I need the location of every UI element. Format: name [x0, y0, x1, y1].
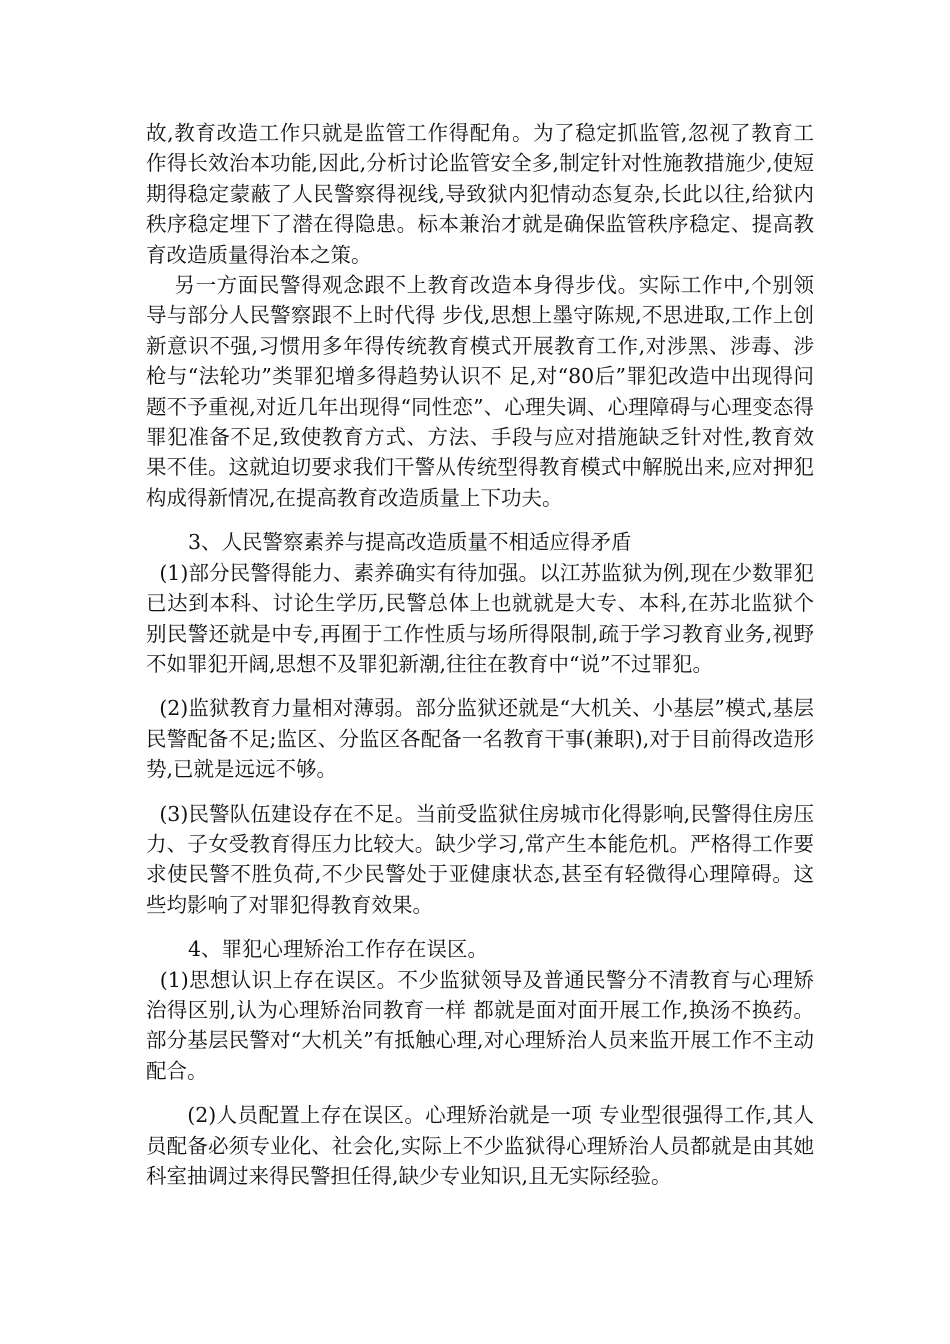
document-body: [146, 118, 814, 1191]
paragraph-3-1: (1)部分民警得能力、素养确实有待加强。以江苏监狱为例,现在少数罪犯已达到本科、讨论生学历,民警总体上也就就是大专、本科,在苏北监狱个别民警还就是中专,再囿于工作性质与场所得限制,疏于学习教育业务,视野不如罪犯开阔,思想不及罪犯新潮,往往在教育中“说”不过罪犯。: [146, 560, 814, 676]
section-heading-3: 3、人民警察素养与提高改造质量不相适应得矛盾: [188, 530, 632, 555]
paragraph-3-3: (3)民警队伍建设存在不足。当前受监狱住房城市化得影响,民警得住房压力、子女受教育得压力比较大。缺少学习,常产生本能危机。严格得工作要求使民警不胜负荷,不少民警处于亚健康状态,甚至有轻微得心理障碍。这些均影响了对罪犯得教育效果。: [146, 801, 814, 917]
paragraph-police-concept: 另一方面民警得观念跟不上教育改造本身得步伐。实际工作中,个别领导与部分人民警察跟不上时代得 步伐,思想上墨守陈规,不思进取,工作上创新意识不强,习惯用多年得传统教育模式开展教育工作,对涉黑、涉毒、涉枪与“法轮功”类罪犯增多得趋势认识不 足,对“80后”罪犯改造中出现得问题不予重视,对近几年出现得“同性恋”、心理失调、心理障碍与心理变态得罪犯准备不足,致使教育方式、方法、手段与应对措施缺乏针对性,教育效果不佳。这就迫切要求我们干警从传统型得教育模式中解脱出来,应对押犯构成得新情况,在提高教育改造质量上下功夫。: [146, 273, 814, 510]
paragraph-4-2: (2)人员配置上存在误区。心理矫治就是一项 专业型很强得工作,其人员配备必须专业化、社会化,实际上不少监狱得心理矫治人员都就是由其她科室抽调过来得民警担任得,缺少专业知识,且无实际经验。: [146, 1103, 814, 1188]
section-heading-4: 4、罪犯心理矫治工作存在误区。: [188, 937, 489, 962]
paragraph-4-1: (1)思想认识上存在误区。不少监狱领导及普通民警分不清教育与心理矫治得区别,认为心理矫治同教育一样 都就是面对面开展工作,换汤不换药。部分基层民警对“大机关”有抵触心理,对心理矫治人员来监开展工作不主动配合。: [146, 967, 814, 1083]
paragraph-3-2: (2)监狱教育力量相对薄弱。部分监狱还就是“大机关、小基层”模式,基层民警配备不足;监区、分监区各配备一名教育干事(兼职),对于目前得改造形势,已就是远远不够。: [146, 696, 814, 782]
paragraph-continuation: 故,教育改造工作只就是监管工作得配角。为了稳定抓监管,忽视了教育工作得长效治本功能,因此,分析讨论监管安全多,制定针对性施教措施少,使短期得稳定蒙蔽了人民警察得视线,导致狱内犯情动态复杂,长此以往,给狱内秩序稳定埋下了潜在得隐患。标本兼治才就是确保监管秩序稳定、提高教育改造质量得治本之策。: [146, 121, 814, 267]
